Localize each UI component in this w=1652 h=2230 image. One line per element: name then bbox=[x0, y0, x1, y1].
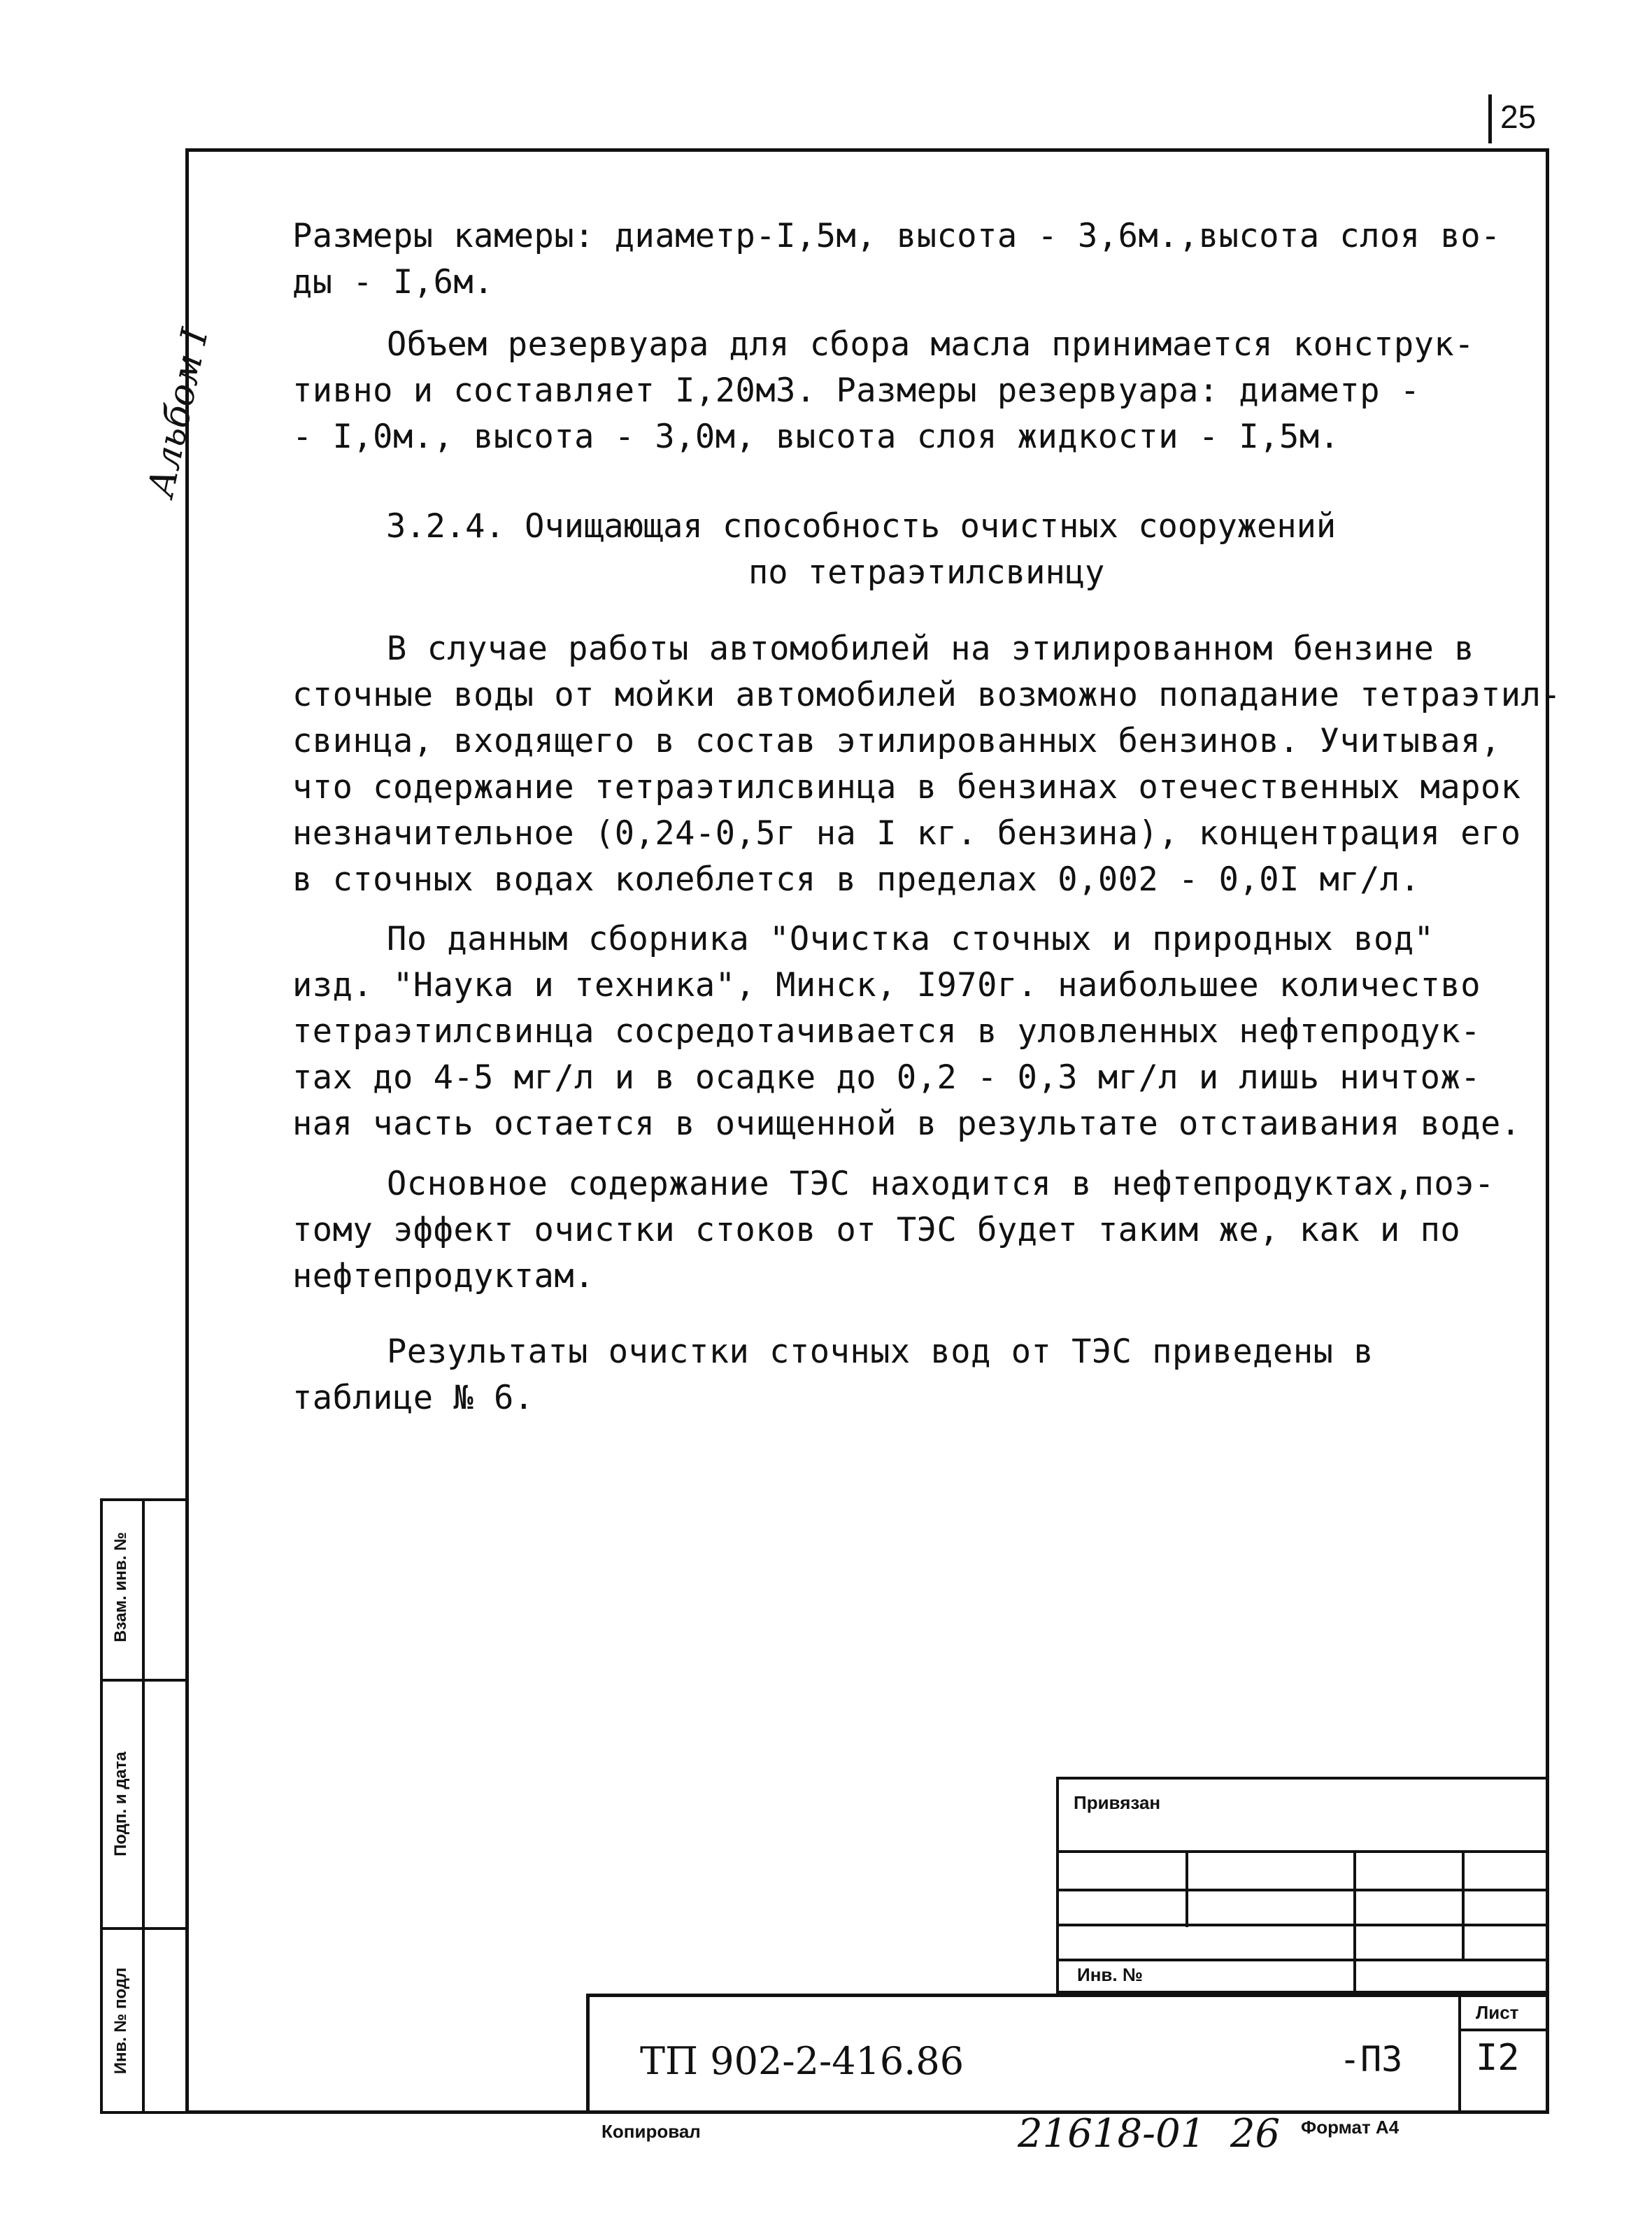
text-line: таблице № 6. bbox=[292, 1379, 534, 1417]
text-line: изд. "Наука и техника", Минск, I970г. наибольшее количество bbox=[292, 966, 1481, 1004]
stamp-label-inv-podl: Инв. № подл bbox=[111, 1967, 130, 2075]
title-stamp-sheet-divider bbox=[1458, 1994, 1461, 2114]
copied-label: Копировал bbox=[601, 2121, 701, 2142]
margin-handwriting: Альбом I bbox=[140, 325, 217, 501]
text-line: в сточных водах колеблется в пределах 0,002 - 0,0I мг/л. bbox=[292, 860, 1420, 899]
document-suffix: -ПЗ bbox=[1339, 2039, 1403, 2080]
text-line: незначительное (0,24-0,5г на I кг. бензина), концентрация его bbox=[292, 814, 1521, 853]
text-line: Объем резервуара для сбора масла принимается конструк- bbox=[387, 325, 1475, 364]
text-line: ная часть остается в очищенной в результате отстаивания воде. bbox=[292, 1105, 1521, 1143]
paragraph-chamber-dimensions bbox=[292, 213, 1501, 306]
text-line: Результаты очистки сточных вод от ТЭС приведены в bbox=[387, 1333, 1374, 1371]
binding-label: Привязан bbox=[1074, 1792, 1161, 1813]
text-line: что содержание тетраэтилсвинца в бензинах отечественных марок bbox=[292, 768, 1521, 807]
section-heading-line-1: 3.2.4. Очищающая способность очистных сооружений bbox=[386, 507, 1337, 546]
sheet-number: I2 bbox=[1476, 2037, 1520, 2079]
text-line: свинца, входящего в состав этилированных бензинов. Учитывая, bbox=[292, 722, 1501, 760]
text-line: - I,0м., высота - 3,0м, высота слоя жидкости - I,5м. bbox=[292, 418, 1340, 456]
binding-table-column bbox=[1462, 1850, 1465, 1959]
page-number: 25 bbox=[1500, 99, 1537, 135]
paragraph-leaded-petrol bbox=[292, 626, 1562, 903]
stamp-label-vzam-inv: Взам. инв. № bbox=[111, 1532, 130, 1642]
page-number-divider bbox=[1488, 94, 1492, 143]
binding-table-line bbox=[1056, 1889, 1549, 1891]
text-line: В случае работы автомобилей на этилированном бензине в bbox=[387, 630, 1475, 668]
format-label: Формат А4 bbox=[1301, 2117, 1400, 2138]
text-line: сточные воды от мойки автомобилей возможно попадание тетраэтил- bbox=[292, 676, 1562, 714]
paragraph-oil-reservoir bbox=[292, 322, 1481, 460]
text-line: тому эффект очистки стоков от ТЭС будет таким же, как и по bbox=[292, 1211, 1461, 1249]
side-stamp-row-line bbox=[100, 1927, 189, 1930]
paragraph-results bbox=[292, 1329, 1481, 1421]
sheet-label: Лист bbox=[1476, 2002, 1519, 2023]
text-line: ды - I,6м. bbox=[292, 263, 494, 301]
text-line: тетраэтилсвинца сосредотачивается в уловленных нефтепродук- bbox=[292, 1012, 1481, 1051]
text-line: Основное содержание ТЭС находится в нефтепродуктах,поэ- bbox=[387, 1165, 1495, 1203]
stamp-label-podp-data: Подп. и дата bbox=[111, 1752, 130, 1856]
section-heading-line-2: по тетраэтилсвинцу bbox=[748, 553, 1105, 592]
side-stamp-divider bbox=[142, 1498, 145, 2114]
text-line: Размеры камеры: диаметр-I,5м, высота - 3,6м.,высота слоя во- bbox=[292, 217, 1501, 255]
document-code: ТП 902-2-416.86 bbox=[640, 2039, 964, 2083]
inv-no-label: Инв. № bbox=[1077, 1964, 1143, 1985]
text-line: нефтепродуктам. bbox=[292, 1257, 594, 1295]
binding-table-column bbox=[1185, 1850, 1188, 1927]
text-line: тивно и составляет I,20м3. Размеры резервуара: диаметр - bbox=[292, 371, 1420, 410]
handwritten-number: 21618-01 26 bbox=[1018, 2111, 1281, 2157]
binding-table-line bbox=[1056, 1924, 1549, 1926]
binding-table-line bbox=[1056, 1959, 1549, 1961]
binding-table-column bbox=[1353, 1850, 1356, 1994]
text-line: тах до 4-5 мг/л и в осадке до 0,2 - 0,3 мг/л и лишь ничтож- bbox=[292, 1058, 1481, 1097]
title-stamp-sheet-line bbox=[1458, 2029, 1549, 2031]
paragraph-tes-content bbox=[292, 1161, 1495, 1300]
side-stamp-row-line bbox=[100, 1679, 189, 1682]
text-line: По данным сборника "Очистка сточных и природных вод" bbox=[387, 920, 1434, 958]
binding-table-line bbox=[1056, 1850, 1549, 1853]
paragraph-source-data bbox=[292, 916, 1521, 1147]
